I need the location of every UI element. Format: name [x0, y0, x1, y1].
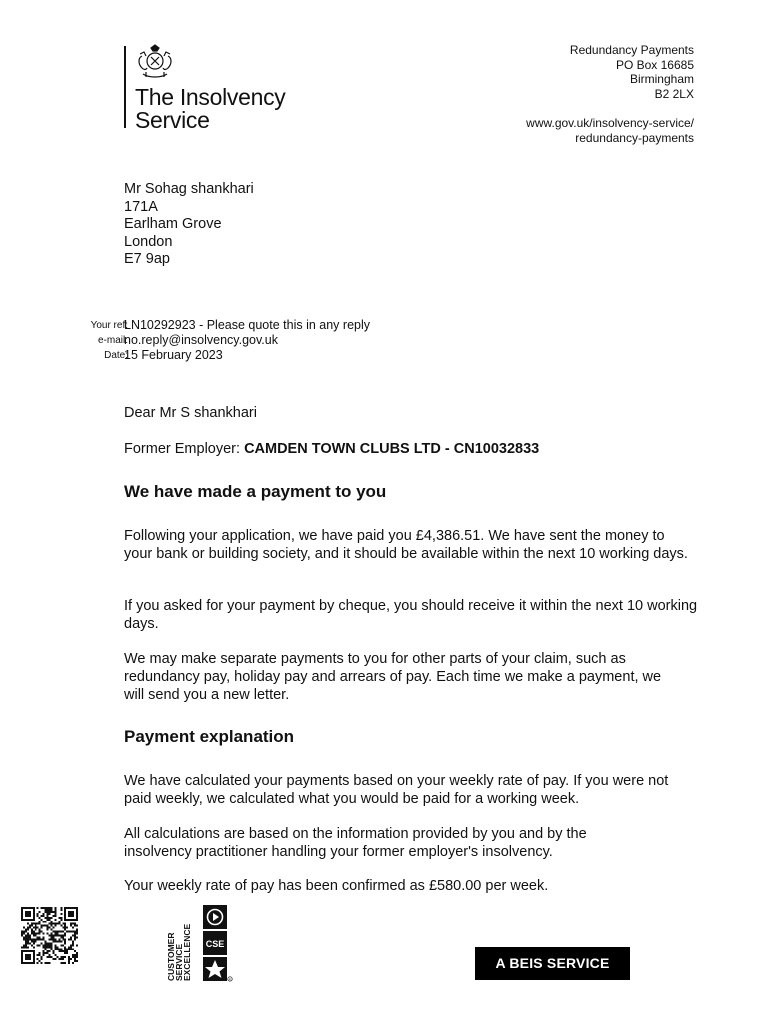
website-line: redundancy-payments	[575, 131, 694, 145]
cse-text-line: SERVICE	[174, 943, 184, 981]
royal-crest-icon	[134, 44, 176, 82]
sender-website[interactable]	[526, 116, 694, 146]
sender-address	[570, 43, 694, 101]
ref-label: e-mail:	[97, 335, 128, 346]
sender-line: B2 2LX	[654, 86, 694, 101]
logo-text-line1: The Insolvency	[135, 84, 286, 110]
recipient-line: Earlham Grove	[124, 216, 222, 232]
salutation: Dear Mr S shankhari	[124, 405, 257, 421]
recipient-line: London	[124, 233, 173, 250]
svg-text:R: R	[228, 977, 232, 982]
recipient-line: Mr Sohag shankhari	[124, 181, 254, 197]
cse-text-line: EXCELLENCE	[182, 923, 192, 981]
ref-row-email	[20, 333, 540, 348]
customer-service-excellence-icon	[163, 905, 235, 983]
ref-label: Date:	[104, 350, 128, 361]
sender-line: PO Box 16685	[615, 57, 694, 72]
ref-value: LN10292923 - Please quote this in any reply	[124, 318, 370, 332]
cse-badge-text: CSE	[205, 939, 225, 949]
paragraph: We may make separate payments to you for other parts of your claim, such as redundancy pay, holiday pay and arrears of pay. Each time we make a payment, we will send you a new letter.	[124, 651, 662, 703]
reference-block	[20, 318, 540, 363]
ref-row-your-ref	[20, 318, 540, 333]
ref-value: 15 February 2023	[124, 348, 223, 362]
heading-payment-made: We have made a payment to you	[124, 482, 387, 501]
recipient-address	[124, 181, 254, 269]
paragraph: Following your application, we have paid you £4,386.51. We have sent the money to your bank or building society, and it should be available within the next 10 working days.	[124, 528, 688, 562]
paragraph: If you asked for your payment by cheque, you should receive it within the next 10 working days.	[124, 598, 698, 632]
employer-value: CAMDEN TOWN CLUBS LTD - CN10032833	[244, 441, 540, 457]
paragraph: Your weekly rate of pay has been confirmed as £580.00 per week.	[124, 878, 549, 894]
ref-row-date	[20, 348, 540, 363]
paragraph: We have calculated your payments based on your weekly rate of pay. If you were not paid weekly, we calculated what you would be paid for a working week.	[124, 773, 669, 807]
paragraph: All calculations are based on the information provided by you and by the insolvency practitioner handling your former employer's insolvency.	[124, 826, 587, 860]
sender-line: Redundancy Payments	[569, 43, 694, 57]
former-employer	[124, 440, 704, 458]
beis-service-badge: A BEIS SERVICE	[475, 947, 630, 980]
email-link[interactable]: no.reply@insolvency.gov.uk	[124, 333, 278, 347]
qr-code-icon	[21, 907, 78, 964]
recipient-line: 171A	[124, 198, 158, 215]
heading-payment-explanation: Payment explanation	[124, 727, 295, 746]
recipient-line: E7 9ap	[124, 251, 170, 267]
cse-text-line: CUSTOMER	[166, 932, 176, 981]
employer-label: Former Employer:	[124, 441, 245, 457]
logo-text-line2: Service	[135, 107, 210, 133]
website-line: www.gov.uk/insolvency-service/	[526, 116, 694, 130]
logo-divider	[124, 46, 126, 128]
ref-label: Your ref:	[90, 320, 128, 331]
sender-line: Birmingham	[629, 72, 694, 86]
